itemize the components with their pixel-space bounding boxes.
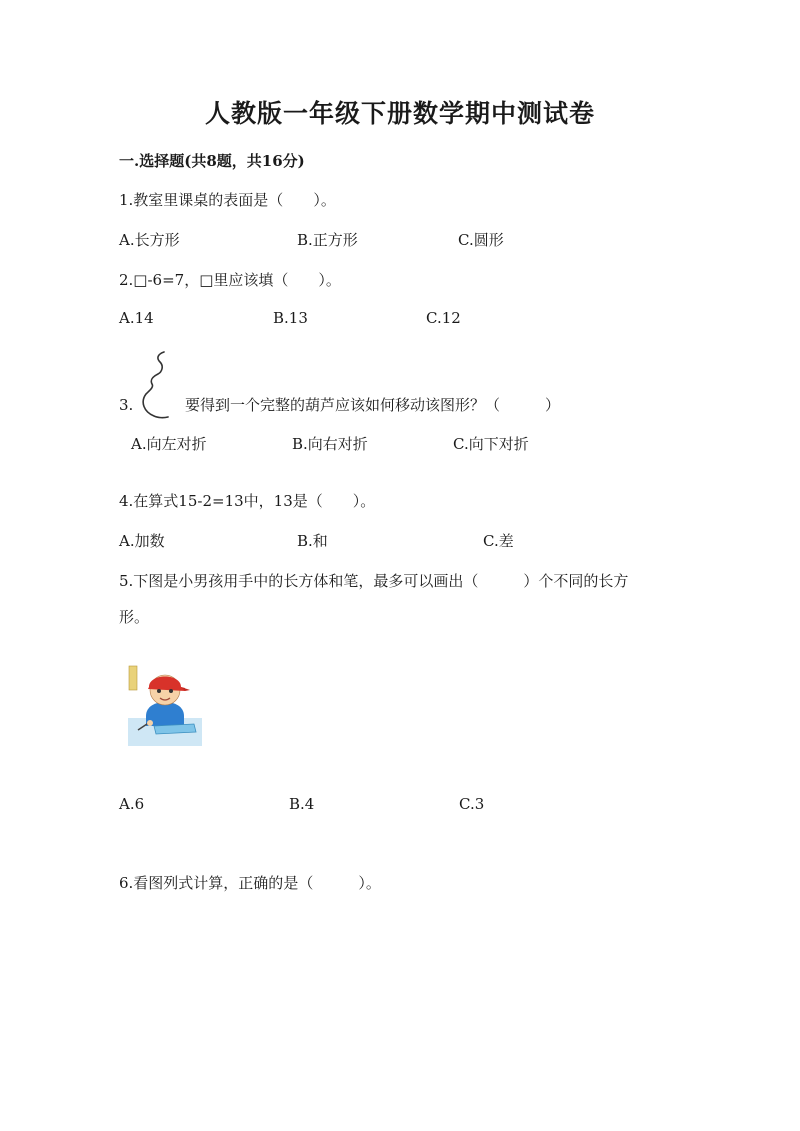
question-3-option-b[interactable]: B.向右对折 — [292, 435, 368, 453]
question-5-stem-line-1: 5.下图是小男孩用手中的长方体和笔，最多可以画出（ ）个不同的长方 — [119, 572, 629, 590]
question-3-option-c[interactable]: C.向下对折 — [453, 435, 529, 453]
question-4-option-b[interactable]: B.和 — [297, 532, 328, 550]
question-3-number: 3. — [119, 396, 134, 414]
question-1-option-a[interactable]: A.长方形 — [119, 231, 180, 249]
question-4-option-a[interactable]: A.加数 — [119, 532, 165, 550]
half-gourd-icon — [140, 350, 180, 420]
page-title: 人教版一年级下册数学期中测试卷 — [204, 99, 595, 128]
question-4-stem: 4.在算式15-2=13中，13是（ ）。 — [119, 492, 376, 510]
boy-with-cuboid-icon — [128, 660, 202, 746]
question-4-option-c[interactable]: C.差 — [483, 532, 514, 550]
question-1-option-c[interactable]: C.圆形 — [458, 231, 504, 249]
question-1-option-b[interactable]: B.正方形 — [297, 231, 358, 249]
question-3-option-a[interactable]: A.向左对折 — [131, 435, 207, 453]
question-2-option-b[interactable]: B.13 — [273, 309, 308, 327]
section-heading: 一.选择题(共8题，共16分) — [119, 152, 305, 170]
question-2-option-c[interactable]: C.12 — [426, 309, 461, 327]
question-5-option-b[interactable]: B.4 — [289, 795, 315, 813]
question-5-option-c[interactable]: C.3 — [459, 795, 485, 813]
question-2-option-a[interactable]: A.14 — [119, 309, 154, 327]
question-6-stem: 6.看图列式计算，正确的是（ ）。 — [119, 874, 381, 892]
question-1-stem: 1.教室里课桌的表面是（ ）。 — [119, 191, 336, 209]
question-3-stem: 要得到一个完整的葫芦应该如何移动该图形？（ ） — [185, 396, 561, 414]
question-2-stem: 2.□-6=7，□里应该填（ ）。 — [119, 271, 341, 289]
question-5-option-a[interactable]: A.6 — [119, 795, 145, 813]
question-5-stem-line-2: 形。 — [119, 608, 150, 626]
